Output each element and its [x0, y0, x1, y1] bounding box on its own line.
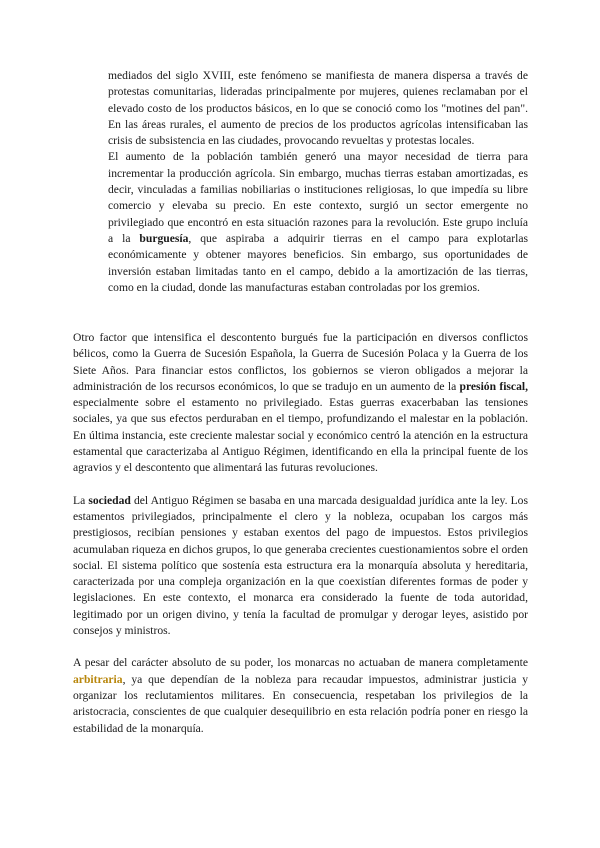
paragraph-text: , ya que dependían de la nobleza para recaudar impuestos, administrar justicia y organizar los reclutamientos militares. En consecuencia, respetaban los privilegios de la aristocracia, conscientes de que cualquier desequilibrio en esta relación podría poner en riesgo la estabilidad de la monarquía. — [73, 672, 528, 735]
paragraph-presion-fiscal — [73, 330, 528, 477]
keyword-presion-fiscal: presión fiscal, — [459, 379, 528, 393]
keyword-arbitraria: arbitraria — [73, 672, 123, 686]
paragraph-text: , que aspiraba a adquirir tierras en el campo para explotarlas económicamente y obtener mayores beneficios. Sin embargo, sus oportunidades de inversión estaban limitadas tanto en el campo, debido a la amortización de las tierras, como en la ciudad, donde las manufacturas estaban controladas por los gremios. — [108, 231, 528, 294]
paragraph-text: Otro factor que intensifica el descontento burgués fue la participación en diversos conflictos bélicos, como la Guerra de Sucesión Española, la Guerra de Sucesión Polaca y la Guerra de los Siete Años. Para financiar estos conflictos, los gobiernos se vieron obligados a mejorar la administración de los recursos económicos, lo que se tradujo en un aumento de la — [73, 331, 528, 393]
paragraph-tierra-burguesia — [108, 149, 528, 296]
paragraph-sociedad — [73, 493, 528, 640]
paragraph-text: A pesar del carácter absoluto de su poder, los monarcas no actuaban de manera completamente — [73, 656, 528, 670]
paragraph-text: La — [73, 493, 89, 507]
keyword-burguesia: burguesía — [139, 231, 189, 245]
paragraph-arbitraria — [73, 655, 528, 736]
paragraph-gap — [73, 477, 528, 493]
paragraph-text: El aumento de la población también generó una mayor necesidad de tierra para incrementar la producción agrícola. Sin embargo, muchas tierras estaban amortizadas, es decir, vinculadas a familias nobiliarias o instituciones religiosas, lo que impedía su libre comercio y elevaba su precio. En este contexto, surgió un sector emergente no privilegiado que encontró en esta situación razones para la revolución. Este grupo incluía a la — [108, 150, 528, 245]
indented-section — [108, 68, 528, 296]
paragraph-text: especialmente sobre el estamento no privilegiado. Estas guerras exacerbaban las tensiones sociales, ya que sus efectos perduraban en el tiempo, profundizando el malestar en la población. En última instancia, este creciente malestar social y económico centró la atención en la estructura estamental que caracterizaba al Antiguo Régimen, identificando en ella la principal fuente de los agravios y el descontento que alimentará las futuras revoluciones. — [73, 396, 528, 475]
paragraph-gap — [73, 639, 528, 655]
main-section — [73, 330, 528, 737]
paragraph-motines-del-pan: mediados del siglo XVIII, este fenómeno se manifiesta de manera dispersa a través de protestas comunitarias, lideradas principalmente por mujeres, quienes reclamaban por el elevado costo de los productos básicos, en lo que se conoció como los "motines del pan". En las áreas rurales, el aumento de precios de los productos agrícolas intensificaban las crisis de subsistencia en las ciudades, provocando revueltas y protestas locales. — [108, 69, 528, 148]
keyword-sociedad: sociedad — [88, 493, 131, 507]
paragraph-text: del Antiguo Régimen se basaba en una marcada desigualdad jurídica ante la ley. Los estamentos privilegiados, principalmente el clero y la nobleza, ocupaban los cargos más prestigiosos, recibían pensiones y estaban exentos del pago de impuestos. Estos privilegios acumulaban riqueza en dichos grupos, lo que generaba crecientes cuestionamientos sobre el orden social. El sistema político que sostenía esta estructura era la monarquía absoluta y hereditaria, caracterizada por una compleja organización en la que coexistían diferentes formas de poder y legislaciones. En este contexto, el monarca era considerado la fuente de toda autoridad, legitimado por un origen divino, y tenía la facultad de promulgar y derogar leyes, asistido por consejos y ministros. — [73, 493, 528, 638]
